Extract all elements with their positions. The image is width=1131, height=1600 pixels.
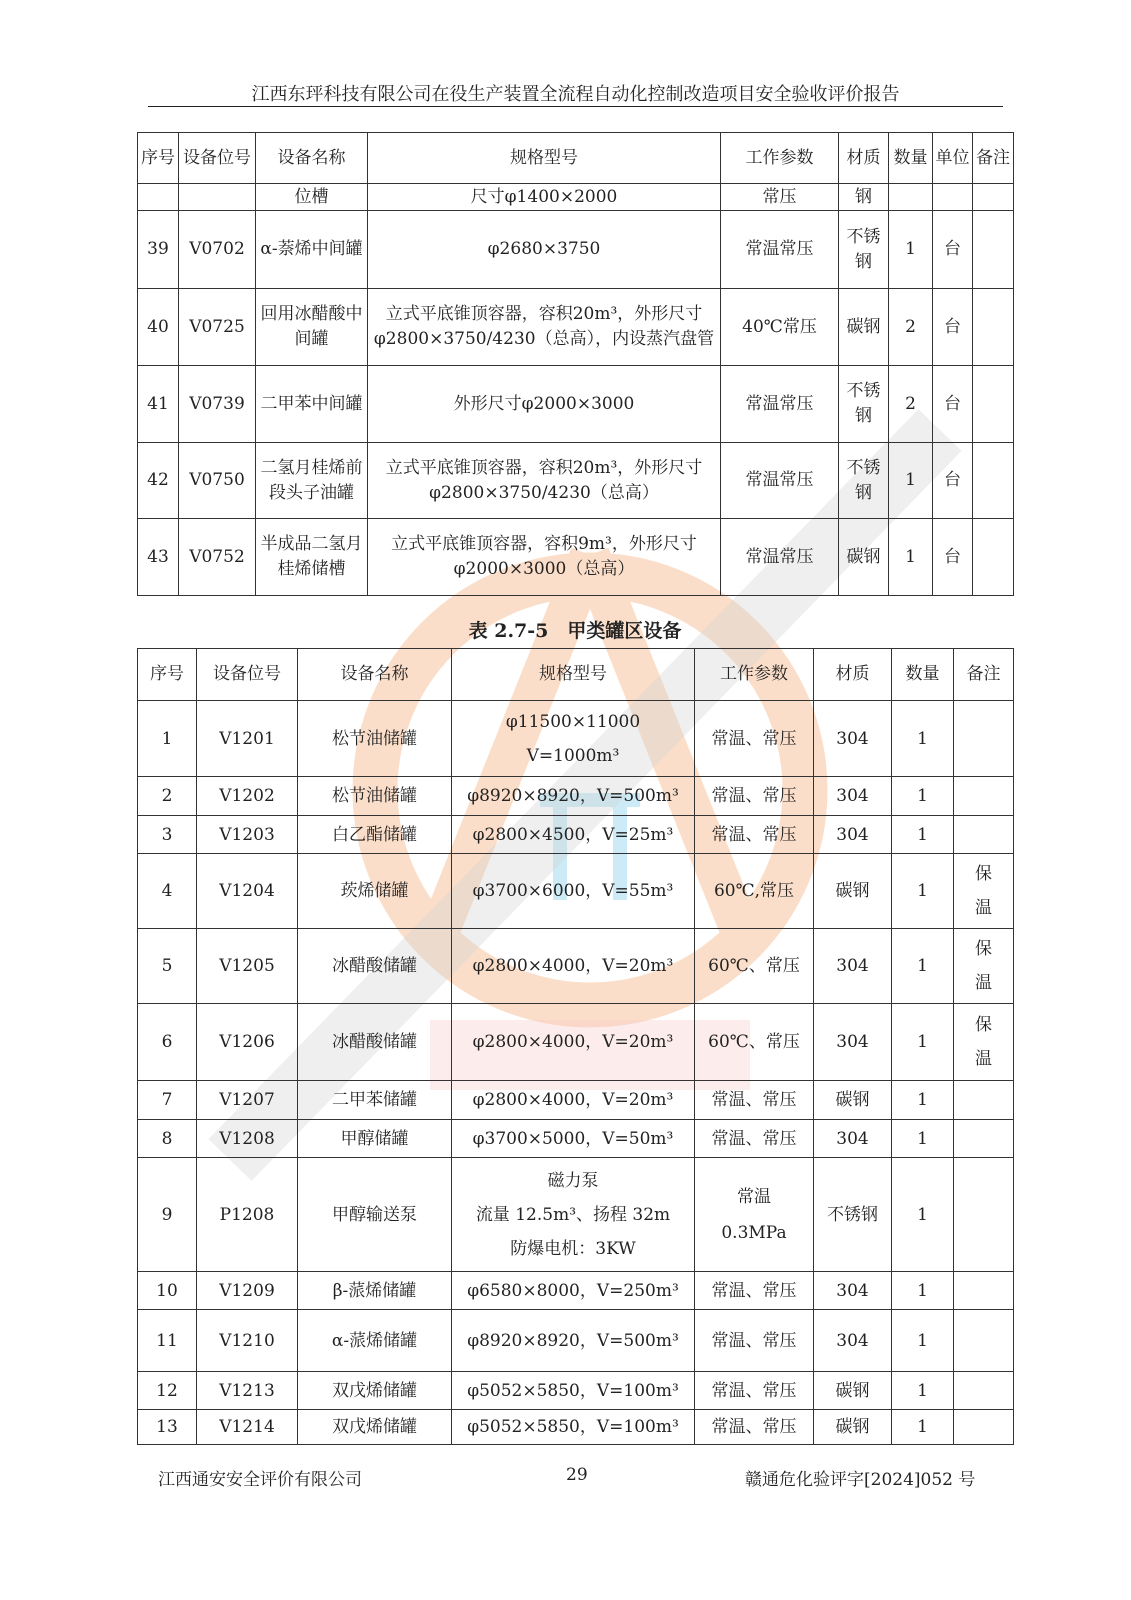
cell-no: 4 xyxy=(138,854,197,929)
column-header: 序号 xyxy=(138,133,179,184)
cell-no: 7 xyxy=(138,1081,197,1120)
cell-param: 常温常压 xyxy=(721,366,839,443)
cell-spec: φ2800×4000，V=20m³ xyxy=(452,1004,695,1081)
cell-tag: V0739 xyxy=(179,366,256,443)
cell-qty: 1 xyxy=(889,211,933,289)
cell-spec: φ8920×8920，V=500m³ xyxy=(452,777,695,816)
column-header: 序号 xyxy=(138,649,197,701)
cell-qty: 1 xyxy=(892,777,954,816)
table-row xyxy=(138,1410,1014,1445)
cell-spec: φ2800×4500，V=25m³ xyxy=(452,816,695,854)
cell-qty: 1 xyxy=(892,1081,954,1120)
cell-name: 松节油储罐 xyxy=(298,777,452,816)
cell-unit: 台 xyxy=(933,443,973,519)
cell-note xyxy=(954,777,1014,816)
cell-spec: φ2800×4000，V=20m³ xyxy=(452,929,695,1004)
cell-spec: 立式平底锥顶容器，容积20m³，外形尺寸φ2800×3750/4230（总高） xyxy=(368,443,721,519)
table-row xyxy=(138,519,1014,596)
cell-name: 甲醇输送泵 xyxy=(298,1158,452,1272)
cell-unit xyxy=(933,184,973,211)
cell-note xyxy=(954,1158,1014,1272)
cell-param: 常温、常压 xyxy=(695,1272,814,1310)
cell-mat: 304 xyxy=(814,1272,892,1310)
cell-note xyxy=(973,211,1014,289)
cell-param: 60℃,常压 xyxy=(695,854,814,929)
cell-mat: 碳钢 xyxy=(814,854,892,929)
cell-spec: φ3700×5000，V=50m³ xyxy=(452,1120,695,1158)
cell-qty: 1 xyxy=(892,1120,954,1158)
cell-spec: 外形尺寸φ2000×3000 xyxy=(368,366,721,443)
cell-name: 松节油储罐 xyxy=(298,701,452,777)
cell-note xyxy=(954,1081,1014,1120)
cell-param: 常温、常压 xyxy=(695,777,814,816)
cell-name: 双戊烯储罐 xyxy=(298,1410,452,1445)
cell-tag: V1209 xyxy=(197,1272,298,1310)
cell-tag: V1202 xyxy=(197,777,298,816)
column-header: 材质 xyxy=(814,649,892,701)
table-row xyxy=(138,289,1014,366)
cell-name: 双戊烯储罐 xyxy=(298,1372,452,1410)
cell-qty: 1 xyxy=(889,443,933,519)
cell-no: 12 xyxy=(138,1372,197,1410)
cell-param: 常温常压 xyxy=(721,211,839,289)
cell-spec: 立式平底锥顶容器，容积9m³，外形尺寸φ2000×3000（总高） xyxy=(368,519,721,596)
page-number: 29 xyxy=(566,1465,588,1485)
table-row xyxy=(138,1372,1014,1410)
cell-qty: 1 xyxy=(889,519,933,596)
table-row xyxy=(138,816,1014,854)
cell-unit: 台 xyxy=(933,211,973,289)
header-rule xyxy=(148,106,1003,107)
document-number: 赣通危化验评字[2024]052 号 xyxy=(745,1470,976,1490)
cell-note xyxy=(954,816,1014,854)
table-caption: 表 2.7-5 甲类罐区设备 xyxy=(468,620,682,642)
cell-name: 二甲苯储罐 xyxy=(298,1081,452,1120)
cell-spec: φ3700×6000，V=55m³ xyxy=(452,854,695,929)
cell-note xyxy=(954,1372,1014,1410)
cell-param: 40℃常压 xyxy=(721,289,839,366)
cell-no: 1 xyxy=(138,701,197,777)
cell-qty: 1 xyxy=(892,1158,954,1272)
cell-param: 常温 0.3MPa xyxy=(695,1158,814,1272)
cell-name: 二氢月桂烯前段头子油罐 xyxy=(256,443,368,519)
column-header: 设备名称 xyxy=(298,649,452,701)
table-row xyxy=(138,366,1014,443)
table-row xyxy=(138,1310,1014,1372)
cell-param: 常温、常压 xyxy=(695,1120,814,1158)
cell-mat: 304 xyxy=(814,1310,892,1372)
tank-farm-equipment-table xyxy=(137,648,1014,1445)
cell-mat: 304 xyxy=(814,701,892,777)
cell-qty: 2 xyxy=(889,289,933,366)
cell-no: 13 xyxy=(138,1410,197,1445)
table-row xyxy=(138,1158,1014,1272)
cell-tag: V1206 xyxy=(197,1004,298,1081)
cell-mat: 不锈钢 xyxy=(814,1158,892,1272)
cell-no: 5 xyxy=(138,929,197,1004)
cell-note xyxy=(973,289,1014,366)
column-header: 数量 xyxy=(889,133,933,184)
cell-tag: V0725 xyxy=(179,289,256,366)
cell-tag: V0752 xyxy=(179,519,256,596)
table-row xyxy=(138,777,1014,816)
column-header: 规格型号 xyxy=(368,133,721,184)
table-row xyxy=(138,854,1014,929)
cell-mat: 不锈钢 xyxy=(839,366,889,443)
cell-qty: 1 xyxy=(892,1310,954,1372)
cell-note: 保温 xyxy=(954,854,1014,929)
cell-name: 冰醋酸储罐 xyxy=(298,929,452,1004)
cell-mat: 碳钢 xyxy=(814,1081,892,1120)
cell-qty: 1 xyxy=(892,701,954,777)
cell-no: 11 xyxy=(138,1310,197,1372)
cell-note xyxy=(954,1310,1014,1372)
cell-mat: 碳钢 xyxy=(839,289,889,366)
cell-note xyxy=(973,184,1014,211)
cell-note xyxy=(973,366,1014,443)
cell-param: 常温常压 xyxy=(721,519,839,596)
cell-tag: V1214 xyxy=(197,1410,298,1445)
cell-param: 常温、常压 xyxy=(695,1372,814,1410)
column-header: 设备位号 xyxy=(197,649,298,701)
cell-no: 39 xyxy=(138,211,179,289)
cell-spec: φ5052×5850，V=100m³ xyxy=(452,1372,695,1410)
cell-spec: φ6580×8000，V=250m³ xyxy=(452,1272,695,1310)
cell-unit: 台 xyxy=(933,366,973,443)
cell-mat: 碳钢 xyxy=(839,519,889,596)
cell-tag: V1213 xyxy=(197,1372,298,1410)
table-row xyxy=(138,1120,1014,1158)
table-row xyxy=(138,184,1014,211)
cell-name: 甲醇储罐 xyxy=(298,1120,452,1158)
cell-no: 43 xyxy=(138,519,179,596)
cell-note xyxy=(954,1272,1014,1310)
cell-param: 常温、常压 xyxy=(695,1310,814,1372)
cell-mat: 不锈钢 xyxy=(839,211,889,289)
table-row xyxy=(138,443,1014,519)
cell-param: 常压 xyxy=(721,184,839,211)
cell-no: 10 xyxy=(138,1272,197,1310)
cell-spec: φ2680×3750 xyxy=(368,211,721,289)
cell-no: 9 xyxy=(138,1158,197,1272)
cell-tag: V1201 xyxy=(197,701,298,777)
cell-spec: φ11500×11000 V=1000m³ xyxy=(452,701,695,777)
cell-mat: 碳钢 xyxy=(814,1372,892,1410)
cell-no: 8 xyxy=(138,1120,197,1158)
cell-mat: 碳钢 xyxy=(814,1410,892,1445)
cell-qty: 1 xyxy=(892,1272,954,1310)
cell-tag xyxy=(179,184,256,211)
column-header: 设备位号 xyxy=(179,133,256,184)
cell-note xyxy=(954,1410,1014,1445)
column-header: 备注 xyxy=(954,649,1014,701)
cell-qty: 1 xyxy=(892,816,954,854)
cell-tag: V0702 xyxy=(179,211,256,289)
cell-mat: 不锈钢 xyxy=(839,443,889,519)
cell-param: 60℃、常压 xyxy=(695,929,814,1004)
cell-spec: φ5052×5850，V=100m³ xyxy=(452,1410,695,1445)
cell-note xyxy=(973,519,1014,596)
column-header: 规格型号 xyxy=(452,649,695,701)
cell-param: 常温、常压 xyxy=(695,1410,814,1445)
cell-name: 莰烯储罐 xyxy=(298,854,452,929)
cell-tag: V1204 xyxy=(197,854,298,929)
cell-name: 二甲苯中间罐 xyxy=(256,366,368,443)
cell-tag: V1208 xyxy=(197,1120,298,1158)
cell-qty: 2 xyxy=(889,366,933,443)
cell-spec: 立式平底锥顶容器，容积20m³，外形尺寸φ2800×3750/4230（总高），内设蒸汽盘管 xyxy=(368,289,721,366)
cell-name: 位槽 xyxy=(256,184,368,211)
cell-name: 白乙酯储罐 xyxy=(298,816,452,854)
cell-param: 常温、常压 xyxy=(695,1081,814,1120)
cell-name: α-萘烯中间罐 xyxy=(256,211,368,289)
cell-qty: 1 xyxy=(892,1410,954,1445)
cell-tag: V1203 xyxy=(197,816,298,854)
cell-mat: 304 xyxy=(814,1120,892,1158)
cell-note: 保温 xyxy=(954,1004,1014,1081)
running-header: 江西东玶科技有限公司在役生产装置全流程自动化控制改造项目安全验收评价报告 xyxy=(251,84,900,105)
cell-note: 保温 xyxy=(954,929,1014,1004)
cell-no xyxy=(138,184,179,211)
table-row xyxy=(138,1272,1014,1310)
cell-name: 半成品二氢月桂烯储槽 xyxy=(256,519,368,596)
cell-no: 42 xyxy=(138,443,179,519)
cell-tag: V1205 xyxy=(197,929,298,1004)
cell-tag: V1207 xyxy=(197,1081,298,1120)
column-header: 工作参数 xyxy=(721,133,839,184)
cell-mat: 304 xyxy=(814,929,892,1004)
cell-name: α-蒎烯储罐 xyxy=(298,1310,452,1372)
cell-mat: 304 xyxy=(814,777,892,816)
table-row xyxy=(138,1004,1014,1081)
cell-spec: 尺寸φ1400×2000 xyxy=(368,184,721,211)
column-header: 备注 xyxy=(973,133,1014,184)
cell-param: 常温、常压 xyxy=(695,701,814,777)
cell-qty xyxy=(889,184,933,211)
cell-tag: P1208 xyxy=(197,1158,298,1272)
cell-param: 常温常压 xyxy=(721,443,839,519)
cell-note xyxy=(954,701,1014,777)
table-row xyxy=(138,701,1014,777)
equipment-table-continued xyxy=(137,132,1014,596)
cell-mat: 304 xyxy=(814,816,892,854)
column-header: 数量 xyxy=(892,649,954,701)
cell-name: β-蒎烯储罐 xyxy=(298,1272,452,1310)
column-header: 设备名称 xyxy=(256,133,368,184)
cell-qty: 1 xyxy=(892,1372,954,1410)
cell-spec: φ2800×4000，V=20m³ xyxy=(452,1081,695,1120)
cell-name: 回用冰醋酸中间罐 xyxy=(256,289,368,366)
cell-no: 2 xyxy=(138,777,197,816)
cell-no: 6 xyxy=(138,1004,197,1081)
cell-name: 冰醋酸储罐 xyxy=(298,1004,452,1081)
column-header: 单位 xyxy=(933,133,973,184)
table-row xyxy=(138,211,1014,289)
column-header: 工作参数 xyxy=(695,649,814,701)
table-row xyxy=(138,1081,1014,1120)
cell-no: 3 xyxy=(138,816,197,854)
cell-unit: 台 xyxy=(933,519,973,596)
cell-note xyxy=(973,443,1014,519)
cell-param: 常温、常压 xyxy=(695,816,814,854)
cell-spec: 磁力泵 流量 12.5m³、扬程 32m 防爆电机：3KW xyxy=(452,1158,695,1272)
cell-mat: 钢 xyxy=(839,184,889,211)
cell-tag: V0750 xyxy=(179,443,256,519)
cell-unit: 台 xyxy=(933,289,973,366)
cell-param: 60℃、常压 xyxy=(695,1004,814,1081)
cell-no: 40 xyxy=(138,289,179,366)
table-row xyxy=(138,929,1014,1004)
cell-qty: 1 xyxy=(892,854,954,929)
footer-company: 江西通安安全评价有限公司 xyxy=(158,1470,362,1490)
cell-note xyxy=(954,1120,1014,1158)
cell-qty: 1 xyxy=(892,1004,954,1081)
column-header: 材质 xyxy=(839,133,889,184)
cell-tag: V1210 xyxy=(197,1310,298,1372)
cell-mat: 304 xyxy=(814,1004,892,1081)
cell-qty: 1 xyxy=(892,929,954,1004)
cell-spec: φ8920×8920，V=500m³ xyxy=(452,1310,695,1372)
cell-no: 41 xyxy=(138,366,179,443)
